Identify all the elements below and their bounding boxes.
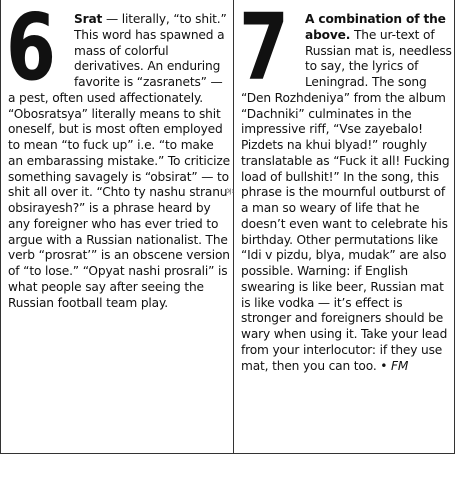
entry-7 xyxy=(239,0,452,374)
entry-6 xyxy=(6,0,230,311)
entry-body: The ur-text of Russian mat is, needless to say, the lyrics of Leningrad. The song “Den Rozhdeniya” from the album “Dachniki” culminates in the impressive riff, “Vse zayebalo! Pizdets na khui blyad!” roughly translatable as “Fuck it all! Fucking load of bullshit!” In the song, this phrase is the mournful outburst of a man so weary of life that he doesn’t even want to celebrate his birthday. Other permutations like “Idi v pizdu, blya, mudak” are also possible. Warning: if English swearing is like beer, Russian mat is like vodka — it’s effect is stronger and foreigners should be wary when using it. Take your lead from your interlocutor: if they use mat, then you can too. • xyxy=(241,27,452,373)
entry-heading: Srat xyxy=(74,12,103,26)
entry-number: 6 xyxy=(6,0,56,101)
margin-mark: ʞ₁ xyxy=(226,186,235,195)
entry-body: — literally, “to shit.” This word has spawned a mass of colorful derivatives. An enduring favorite is “zasranets” — a pest, often used affectionately. “Obosratsya” literally means to shit oneself, but is most often employed to mean “to fuck up” i.e. “to make an embarassing mistake.” To criticize something savagely is “obsirat” — to shit all over it. “Chto ty nashu stranu obsirayesh?” is a phrase heard by any foreigner who has ever tried to argue with a Russian nationalist. The verb “prosrat’” is an obscene version of “to lose.” “Opyat nashi prosrali” is what people say after seeing the Russian football team play. xyxy=(8,12,230,310)
entry-number: 7 xyxy=(239,0,289,101)
entry-heading: A combination of the above. xyxy=(305,12,446,42)
right-border xyxy=(454,0,455,454)
author-signature: FM xyxy=(391,358,409,373)
column-divider xyxy=(233,0,234,454)
